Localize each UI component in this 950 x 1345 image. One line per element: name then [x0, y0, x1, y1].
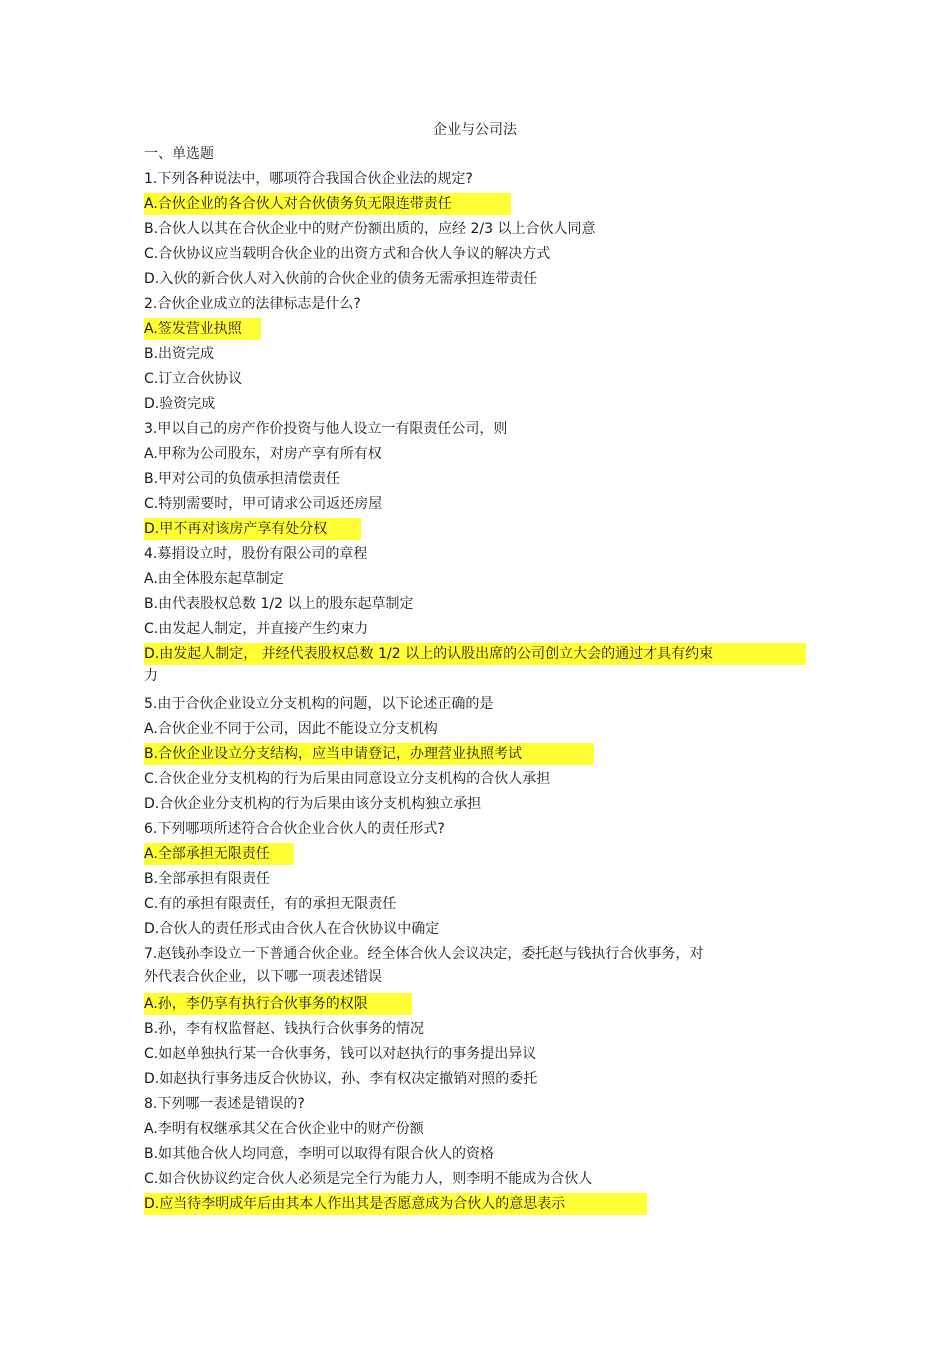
highlighted-answer-line: A.合伙企业的各合伙人对合伙债务负无限连带责任 — [144, 193, 511, 215]
highlighted-answer-line: D.甲不再对该房产享有处分权 — [144, 518, 361, 540]
text-line: A.由全体股东起草制定 — [144, 571, 284, 587]
text-line: D.入伙的新合伙人对入伙前的合伙企业的债务无需承担连带责任 — [144, 271, 538, 287]
text-line: A.李明有权继承其父在合伙企业中的财产份额 — [144, 1121, 424, 1137]
text-line: C.由发起人制定，并直接产生约束力 — [144, 621, 369, 637]
text-line: 1.下列各种说法中，哪项符合我国合伙企业法的规定? — [144, 171, 473, 187]
text-line: 力 — [144, 668, 158, 684]
text-line: C.如赵单独执行某一合伙事务，钱可以对赵执行的事务提出异议 — [144, 1046, 537, 1062]
text-line: 8.下列哪一表述是错误的? — [144, 1096, 305, 1112]
text-line: C.如合伙协议约定合伙人必须是完全行为能力人，则李明不能成为合伙人 — [144, 1171, 593, 1187]
highlighted-answer-line: B.合伙企业设立分支结构，应当申请登记，办理营业执照考试 — [144, 743, 594, 765]
text-line: C.合伙企业分支机构的行为后果由同意设立分支机构的合伙人承担 — [144, 771, 551, 787]
text-line: B.甲对公司的负债承担清偿责任 — [144, 471, 341, 487]
text-line: B.如其他合伙人均同意，李明可以取得有限合伙人的资格 — [144, 1146, 495, 1162]
text-line: B.出资完成 — [144, 346, 215, 362]
text-line: 3.甲以自己的房产作价投资与他人设立一有限责任公司，则 — [144, 421, 508, 437]
text-line: A.甲称为公司股东，对房产享有所有权 — [144, 446, 382, 462]
text-line: C.合伙协议应当载明合伙企业的出资方式和合伙人争议的解决方式 — [144, 246, 551, 262]
text-line: 5.由于合伙企业设立分支机构的问题，以下论述正确的是 — [144, 696, 494, 712]
highlighted-answer-line: A.孙，李仍享有执行合伙事务的权限 — [144, 993, 412, 1015]
text-line: C.有的承担有限责任，有的承担无限责任 — [144, 896, 397, 912]
text-line: 4.募捐设立时，股份有限公司的章程 — [144, 546, 368, 562]
text-line: D.合伙人的责任形式由合伙人在合伙协议中确定 — [144, 921, 440, 937]
document-title: 企业与公司法 — [433, 122, 517, 138]
text-line: B.合伙人以其在合伙企业中的财产份额出质的，应经 2/3 以上合伙人同意 — [144, 221, 596, 237]
text-line: D.如赵执行事务违反合伙协议，孙、李有权决定撤销对照的委托 — [144, 1071, 538, 1087]
text-line: 7.赵钱孙李设立一下普通合伙企业。经全体合伙人会议决定，委托赵与钱执行合伙事务，对 — [144, 946, 704, 962]
text-line: 一、单选题 — [144, 146, 214, 162]
highlighted-answer-line: A.全部承担无限责任 — [144, 843, 294, 865]
text-line: 外代表合伙企业，以下哪一项表述错误 — [144, 969, 382, 985]
text-line: B.由代表股权总数 1/2 以上的股东起草制定 — [144, 596, 414, 612]
text-line: C.订立合伙协议 — [144, 371, 243, 387]
text-line: C.特别需要时，甲可请求公司返还房屋 — [144, 496, 383, 512]
highlighted-answer-line: D.应当待李明成年后由其本人作出其是否愿意成为合伙人的意思表示 — [144, 1193, 647, 1215]
text-line: B.全部承担有限责任 — [144, 871, 271, 887]
highlighted-answer-line: A.签发营业执照 — [144, 318, 261, 340]
text-line: D.合伙企业分支机构的行为后果由该分支机构独立承担 — [144, 796, 482, 812]
text-line: A.合伙企业不同于公司，因此不能设立分支机构 — [144, 721, 438, 737]
text-line: 2.合伙企业成立的法律标志是什么? — [144, 296, 361, 312]
text-line: 6.下列哪项所述符合合伙企业合伙人的责任形式? — [144, 821, 445, 837]
highlighted-answer-line: D.由发起人制定， 并经代表股权总数 1/2 以上的认股出席的公司创立大会的通过才具有约束 — [144, 643, 806, 665]
text-line: B.孙，李有权监督赵、钱执行合伙事务的情况 — [144, 1021, 425, 1037]
text-line: D.验资完成 — [144, 396, 216, 412]
